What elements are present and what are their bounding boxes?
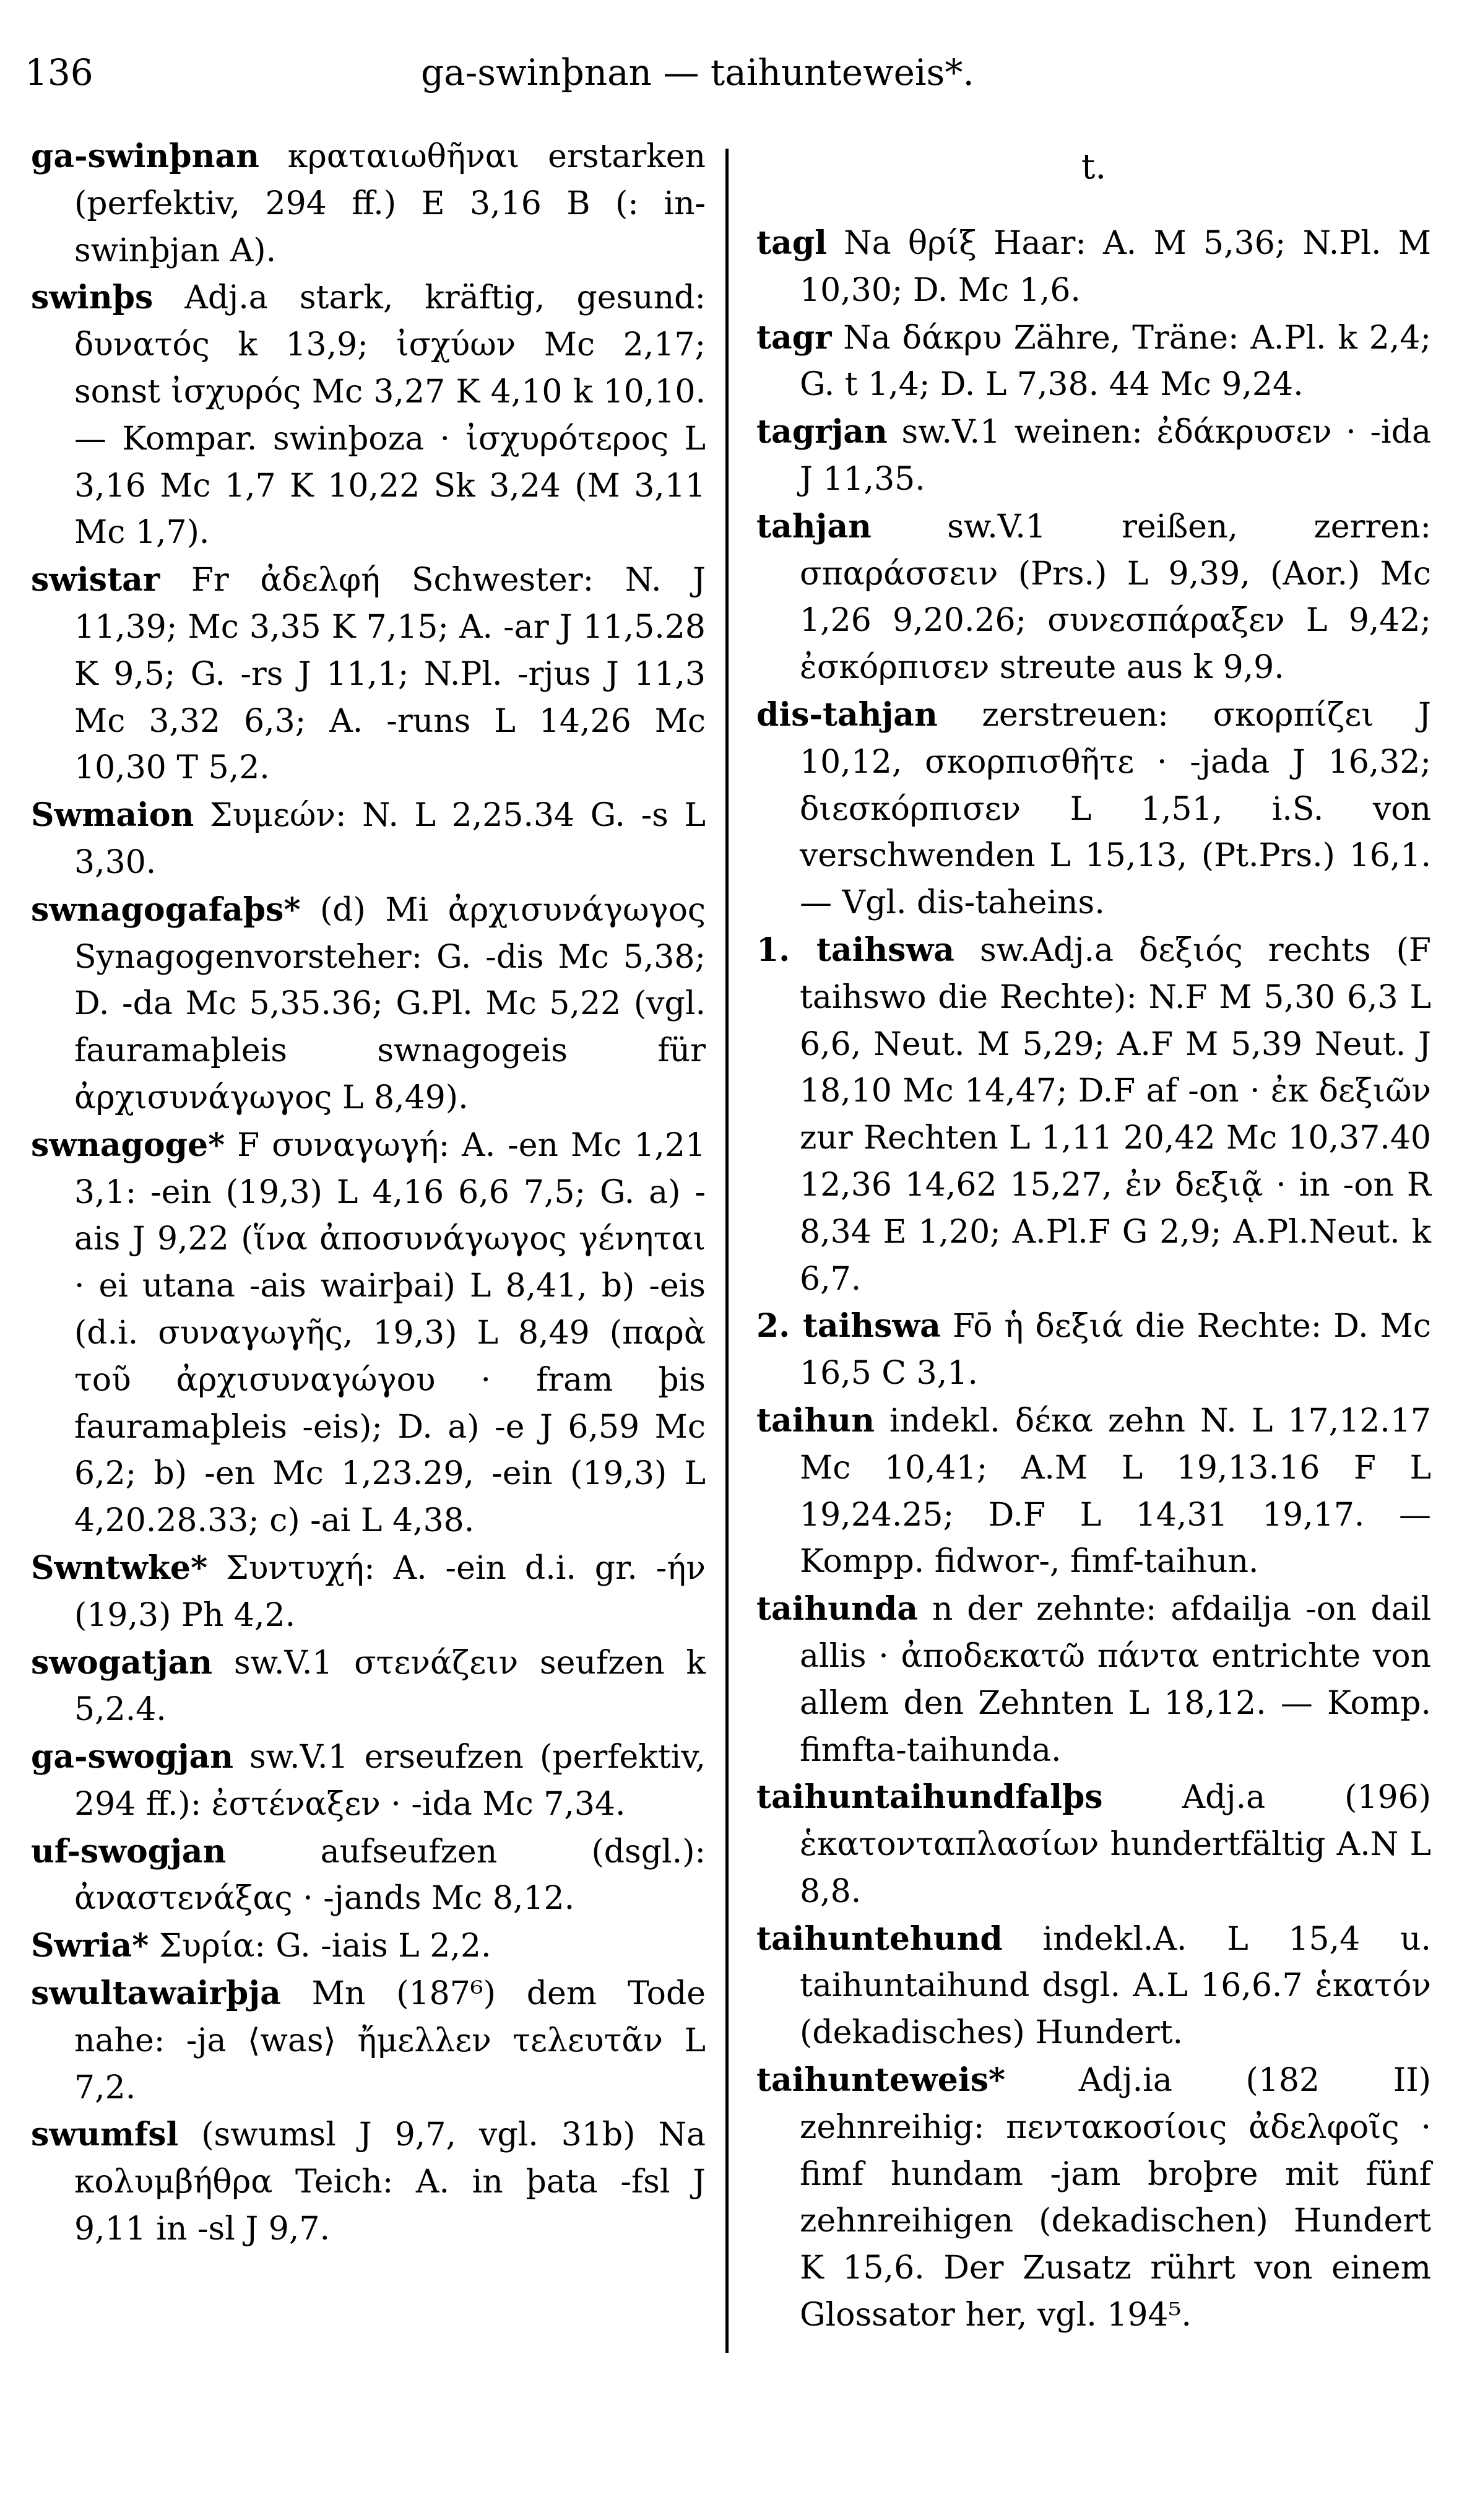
dictionary-entry	[756, 315, 1431, 409]
column-divider	[725, 149, 729, 2353]
dictionary-entry	[31, 792, 706, 887]
entry-body: Na δάκρυ Zähre, Träne: A.Pl. k 2,4; G. t 1,4; D. L 7,38. 44 Mc 9,24.	[800, 319, 1431, 404]
headword: tagr	[756, 318, 832, 357]
headword: Swria*	[31, 1927, 149, 1965]
dictionary-entry	[31, 887, 706, 1122]
dictionary-entry	[756, 1397, 1431, 1586]
dictionary-entry	[756, 1303, 1431, 1397]
headword: Swmaion	[31, 796, 194, 835]
entry-body: Fō ἡ δεξιά die Rechte: D. Mc 16,5 C 3,1.	[800, 1308, 1431, 1393]
headword: swogatjan	[31, 1643, 213, 1682]
dictionary-entry	[756, 692, 1431, 927]
dictionary-entry	[756, 927, 1431, 1303]
entry-body: Συρία: G. -iais L 2,2.	[149, 1927, 491, 1965]
headword: taihunteweis*	[756, 2061, 1006, 2100]
dictionary-entry	[31, 133, 706, 274]
page-header	[0, 45, 1467, 100]
dictionary-entry	[31, 1828, 706, 1923]
headword: tagl	[756, 224, 827, 262]
dictionary-entry	[31, 1545, 706, 1640]
page-number: 136	[25, 51, 93, 93]
dictionary-entry	[756, 503, 1431, 692]
headword: uf-swogjan	[31, 1832, 227, 1870]
entry-body: sw.V.1 στενάζειν seufzen k 5,2.4.	[74, 1644, 706, 1729]
dictionary-entry	[31, 557, 706, 792]
entry-body: n der zehnte: afdailja -on dail allis · ἀποδεκατῶ πάντα entrichte von allem den Zehnten L 18,12. — Komp. fimfta-taihunda.	[800, 1591, 1431, 1769]
headword: swnagogafaþs*	[31, 890, 301, 929]
dictionary-entry	[31, 1122, 706, 1545]
entry-body: indekl.A. L 15,4 u. taihuntaihund dsgl. A.L 16,6.7 ἑκατόν (dekadisches) Hundert.	[800, 1920, 1431, 2052]
headword: swultawairþja	[31, 1975, 281, 2013]
entry-body: Na θρίξ Haar: A. M 5,36; N.Pl. M 10,30; D. Mc 1,6.	[800, 225, 1431, 309]
dictionary-entry	[756, 2057, 1431, 2339]
right-column	[756, 133, 1431, 2339]
entry-body: aufseufzen (dsgl.): ἀναστενάξας · -jands Mc 8,12.	[74, 1833, 706, 1918]
entry-body: κραταιωθῆναι erstarken (perfektiv, 294 ff.) E 3,16 B (: in-swinþjan A).	[74, 138, 706, 269]
entry-body: F συναγωγή: A. -en Mc 1,21 3,1: -ein (19,3) L 4,16 6,6 7,5; G. a) -ais J 9,22 (ἵνα ἀποσυνάγωγος γένηται · ei utana -ais wairþai) L 8,41, b) -eis (d.i. συναγωγῆς, 19,3) L 8,49 (παρὰ τοῦ ἀρχισυναγώγου · fram þis fauramaþleis -eis); D. a) -e J 6,59 Mc 6,2; b) -en Mc 1,23.29, -ein (19,3) L 4,20.28.33; c) -ai L 4,38.	[74, 1126, 706, 1540]
entry-body: Fr ἀδελφή Schwester: N. J 11,39; Mc 3,35 K 7,15; A. -ar J 11,5.28 K 9,5; G. -rs J 11,1; N.Pl. -rjus J 11,3 Mc 3,32 6,3; A. -runs L 14,26 Mc 10,30 T 5,2.	[74, 562, 706, 787]
headword: taihunda	[756, 1590, 918, 1628]
dictionary-entry	[756, 1586, 1431, 1774]
dictionary-entry	[756, 220, 1431, 315]
entry-body: Adj.a stark, kräftig, gesund: δυνατός k 13,9; ἰσχύων Mc 2,17; sonst ἰσχυρός Mc 3,27 K 4,10 k 10,10. — Kompar. swinþoza · ἰσχυρότερος L 3,16 Mc 1,7 K 10,22 Sk 3,24 (M 3,11 Mc 1,7).	[74, 279, 706, 552]
headword: ga-swogjan	[31, 1738, 234, 1776]
headword: taihun	[756, 1401, 875, 1440]
dictionary-entry	[31, 1970, 706, 2111]
entry-body: indekl. δέκα zehn N. L 17,12.17 Mc 10,41; A.M L 19,13.16 F L 19,24.25; D.F L 14,31 19,17. — Kompp. fidwor-, fimf-taihun.	[800, 1402, 1431, 1581]
entry-body: Συντυχή: A. -ein d.i. gr. -ήν (19,3) Ph 4,2.	[74, 1549, 706, 1634]
dictionary-entry	[31, 1640, 706, 1734]
dictionary-entry	[31, 274, 706, 557]
dictionary-entry	[756, 409, 1431, 503]
headword: Swntwke*	[31, 1549, 208, 1587]
dictionary-entry	[756, 1774, 1431, 1915]
headword: swnagoge*	[31, 1126, 225, 1164]
headword: swinþs	[31, 279, 154, 317]
dictionary-entry	[31, 2111, 706, 2253]
headword: taihuntehund	[756, 1919, 1003, 1958]
running-head: ga-swinþnan — taihunteweis*.	[421, 51, 974, 93]
entry-body: (d) Mi ἀρχισυνάγωγος Synagogenvorsteher: G. -dis Mc 5,38; D. -da Mc 5,35.36; G.Pl. Mc 5,22 (vgl. fauramaþleis swnagogeis für ἀρχισυνάγωγος L 8,49).	[74, 891, 706, 1116]
entry-body: sw.V.1 reißen, zerren: σπαράσσειν (Prs.) L 9,39, (Aor.) Mc 1,26 9,20.26; συνεσπάραξεν L 9,42; ἐσκόρπισεν streute aus k 9,9.	[800, 508, 1431, 687]
entry-body: Συμεών: N. L 2,25.34 G. -s L 3,30.	[74, 797, 706, 881]
headword: tahjan	[756, 507, 872, 545]
entry-body: Adj.ia (182 II) zehnreihig: πεντακοσίοις ἀδελφοῖς · fimf hundam -jam broþre mit fünf zehnreihigen (dekadischen) Hundert K 15,6. Der Zusatz rührt von einem Glossator her, vgl. 194⁵.	[800, 2062, 1431, 2334]
headword: 1. taihswa	[756, 931, 954, 969]
entry-body: zerstreuen: σκορπίζει J 10,12, σκορπισθῆτε · -jada J 16,32; διεσκόρπισεν L 1,51, i.S. von verschwenden L 15,13, (Pt.Prs.) 16,1. — Vgl. dis-taheins.	[800, 696, 1431, 922]
entry-body: sw.Adj.a δεξιός rechts (F taihswo die Rechte): N.F M 5,30 6,3 L 6,6, Neut. M 5,29; A.F M 5,39 Neut. J 18,10 Mc 14,47; D.F af -on · ἐκ δεξιῶν zur Rechten L 1,11 20,42 Mc 10,37.40 12,36 14,62 15,27, ἐν δεξιᾷ · in -on R 8,34 E 1,20; A.Pl.F G 2,9; A.Pl.Neut. k 6,7.	[800, 931, 1431, 1298]
headword: dis-tahjan	[756, 695, 938, 734]
entry-body: Mn (187⁶) dem Tode nahe: -ja ⟨was⟩ ἤμελλεν τελευτᾶν L 7,2.	[74, 1975, 706, 2106]
headword: swistar	[31, 561, 160, 599]
dictionary-entry	[756, 1916, 1431, 2057]
entry-body: (swumsl J 9,7, vgl. 31b) Na κολυμβήθρα Teich: A. in þata -fsl J 9,11 in -sl J 9,7.	[74, 2116, 706, 2248]
headword: 2. taihswa	[756, 1307, 941, 1345]
entry-body: Adj.a (196) ἑκατονταπλασίων hundertfältig A.N L 8,8.	[800, 1779, 1431, 1910]
headword: taihuntaihundfalþs	[756, 1778, 1103, 1817]
entry-body: sw.V.1 erseufzen (perfektiv, 294 ff.): ἐστέναξεν · -ida Mc 7,34.	[74, 1739, 706, 1823]
headword: swumfsl	[31, 2116, 179, 2154]
section-letter: t.	[1081, 147, 1107, 187]
headword: ga-swinþnan	[31, 137, 259, 175]
entry-body: sw.V.1 weinen: ἐδάκρυσεν · -ida J 11,35.	[800, 414, 1431, 498]
left-column	[31, 133, 706, 2253]
headword: tagrjan	[756, 413, 888, 451]
dictionary-entry	[31, 1734, 706, 1828]
dictionary-entry	[31, 1923, 706, 1970]
